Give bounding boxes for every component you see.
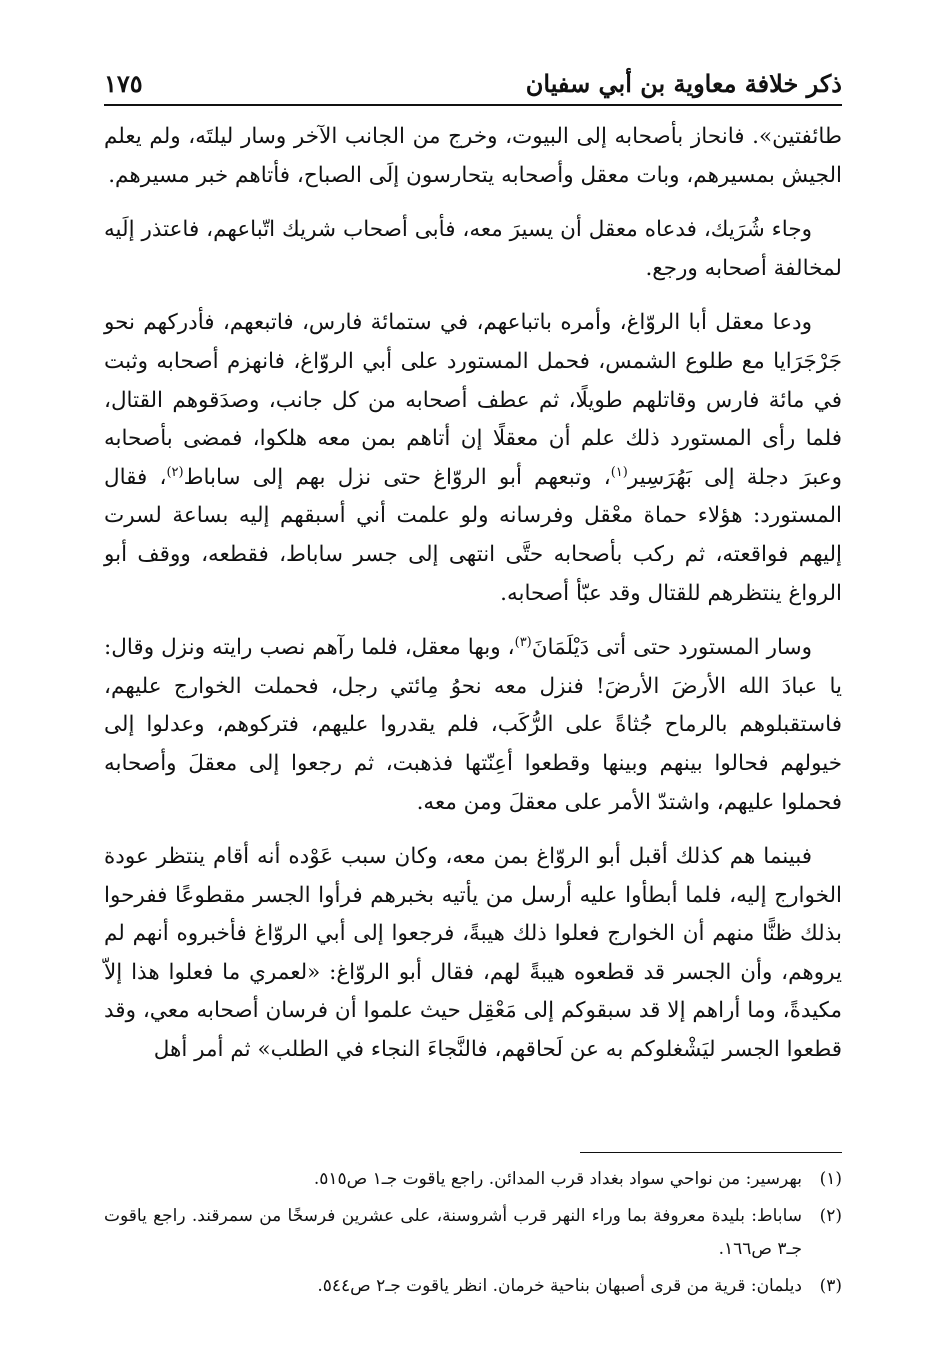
footnote-number: (٣) xyxy=(819,1276,842,1296)
footnote-text: ساباط: بليدة معروفة بما وراء النهر قرب أشروسنة، على عشرين فرسخًا من سمرقند. راجع ياقوت جـ٣ ص١٦٦. xyxy=(104,1206,802,1259)
paragraph-3-part-3: ، فقال المستورد: هؤلاء حماة معْقل وفرسانه ولو علمت أني أسبقهم إليه بساعة لسرت إليهم فواقعته، ثم ركب بأصحابه حتَّى انتهى إلى جسر ساباط، فقطعه، ووقف أبو الرواغ ينتظرهم للقتال وقد عبّأ أصحابه. xyxy=(104,464,842,606)
paragraph-4 xyxy=(104,629,842,822)
running-title: ذكر خلافة معاوية بن أبي سفيان xyxy=(525,69,842,98)
footnote-ref-1[interactable]: (١) xyxy=(610,464,628,480)
header-divider xyxy=(104,104,842,106)
footnote-text: ديلمان: قرية من قرى أصبهان بناحية خرمان. انظر ياقوت جـ٢ ص٥٤٤. xyxy=(317,1276,802,1296)
footnote-1 xyxy=(104,1163,842,1196)
page-header xyxy=(104,60,842,98)
paragraph-2: وجاء شُرَيك، فدعاه معقل أن يسيرَ معه، فأبى أصحاب شريك اتّباعهم، فاعتذر إلَيه لمخالفة أصحابه ورجع. xyxy=(104,217,842,281)
footnote-text: بهرسير: من نواحي سواد بغداد قرب المدائن. راجع ياقوت جـ١ ص٥١٥. xyxy=(313,1169,802,1189)
paragraph-4-part-2: ، وبها معقل، فلما رآهم نصب رايته ونزل وقال: يا عبادَ الله الأرضَ الأرضَ! فنزل معه نحوُ مِائتي رجل، فحملت الخوارج عليهم، فاستقبلوهم بالرماح جُثاةً على الرُّكَب، فلم يقدروا عليهم، فتركوهم، وعدلوا إلى خيولهم فحالوا بينهم وبينها وقطعوا أعِنّتها فذهبت، ثم رجعوا إلى معقلَ وأصحابه فحملوا عليهم، واشتدّ الأمر على معقلَ ومن معه. xyxy=(104,635,842,815)
footnote-divider xyxy=(580,1152,842,1153)
footnote-number: (٢) xyxy=(819,1206,842,1226)
footnote-2 xyxy=(104,1200,842,1266)
footnotes xyxy=(104,1163,842,1307)
footnote-number: (١) xyxy=(819,1169,842,1189)
footnote-3 xyxy=(104,1270,842,1303)
footnote-ref-2[interactable]: (٢) xyxy=(166,464,184,480)
paragraph-4-part-1: وسار المستورد حتى أتى دَيْلَمَانَ xyxy=(531,635,813,661)
footnote-ref-3[interactable]: (٣) xyxy=(514,634,532,650)
paragraph-1: طائفتين». فانحاز بأصحابه إلى البيوت، وخرج من الجانب الآخر وسار ليلتَه، ولم يعلم الجيش بمسيرهم، وبات معقل وأصحابه يتحارسون إلَى الصباح، فأتاهم خبر مسيرهم. xyxy=(104,124,842,188)
paragraph-5: فبينما هم كذلك أقبل أبو الروّاغ بمن معه، وكان سبب عَوْده أنه أقام ينتظر عودة الخوارج إليه، فلما أبطأوا عليه أرسل من يأتيه بخبرهم فرأوا الجسر مقطوعًا ففرحوا بذلك ظنًّا منهم أن الخوارج فعلوا ذلك هيبةً، فرجعوا إلى أبي الروّاغ فأخبروه أنهم لم يروهم، وأن الجسر قد قطعوه هيبةً لهم، فقال أبو الروّاغ: «لعمري ما فعلوا هذا إلاّ مكيدةً، وما أراهم إلا قد سبقوكم إلى مَعْقِل حيث علموا أن فرسان أصحابه معي، وقد قطعوا الجسر ليَشْغلوكم به عن لَحاقهم، فالنَّجاءَ النجاء في الطلب» ثم أمر أهل xyxy=(104,844,842,1063)
page-number: ١٧٥ xyxy=(104,69,143,98)
paragraph-3-part-1: ودعا معقل أبا الروّاغ، وأمره باتباعهم، في ستمائة فارس، فاتبعهم، فأدركهم نحو جَرْجَرَايا مع طلوع الشمس، فحمل المستورد على أبي الروّاغ، فانهزم أصحابه وثبت في مائة فارس وقاتلهم طويلًا، ثم عطف أصحابه من كل جانب، وصدَقوهم القتال، فلما رأى المستورد ذلك علم أن معقلًا إن أتاهم بمن معه هلكوا، فمضى بأصحابه وعبرَ دجلة إلى بَهُرَسِير xyxy=(104,310,842,490)
main-text xyxy=(104,118,842,1086)
paragraph-3-part-2: ، وتبعهم أبو الروّاغ حتى نزل بهم إلى ساباط xyxy=(183,464,611,490)
paragraph-3 xyxy=(104,304,842,613)
